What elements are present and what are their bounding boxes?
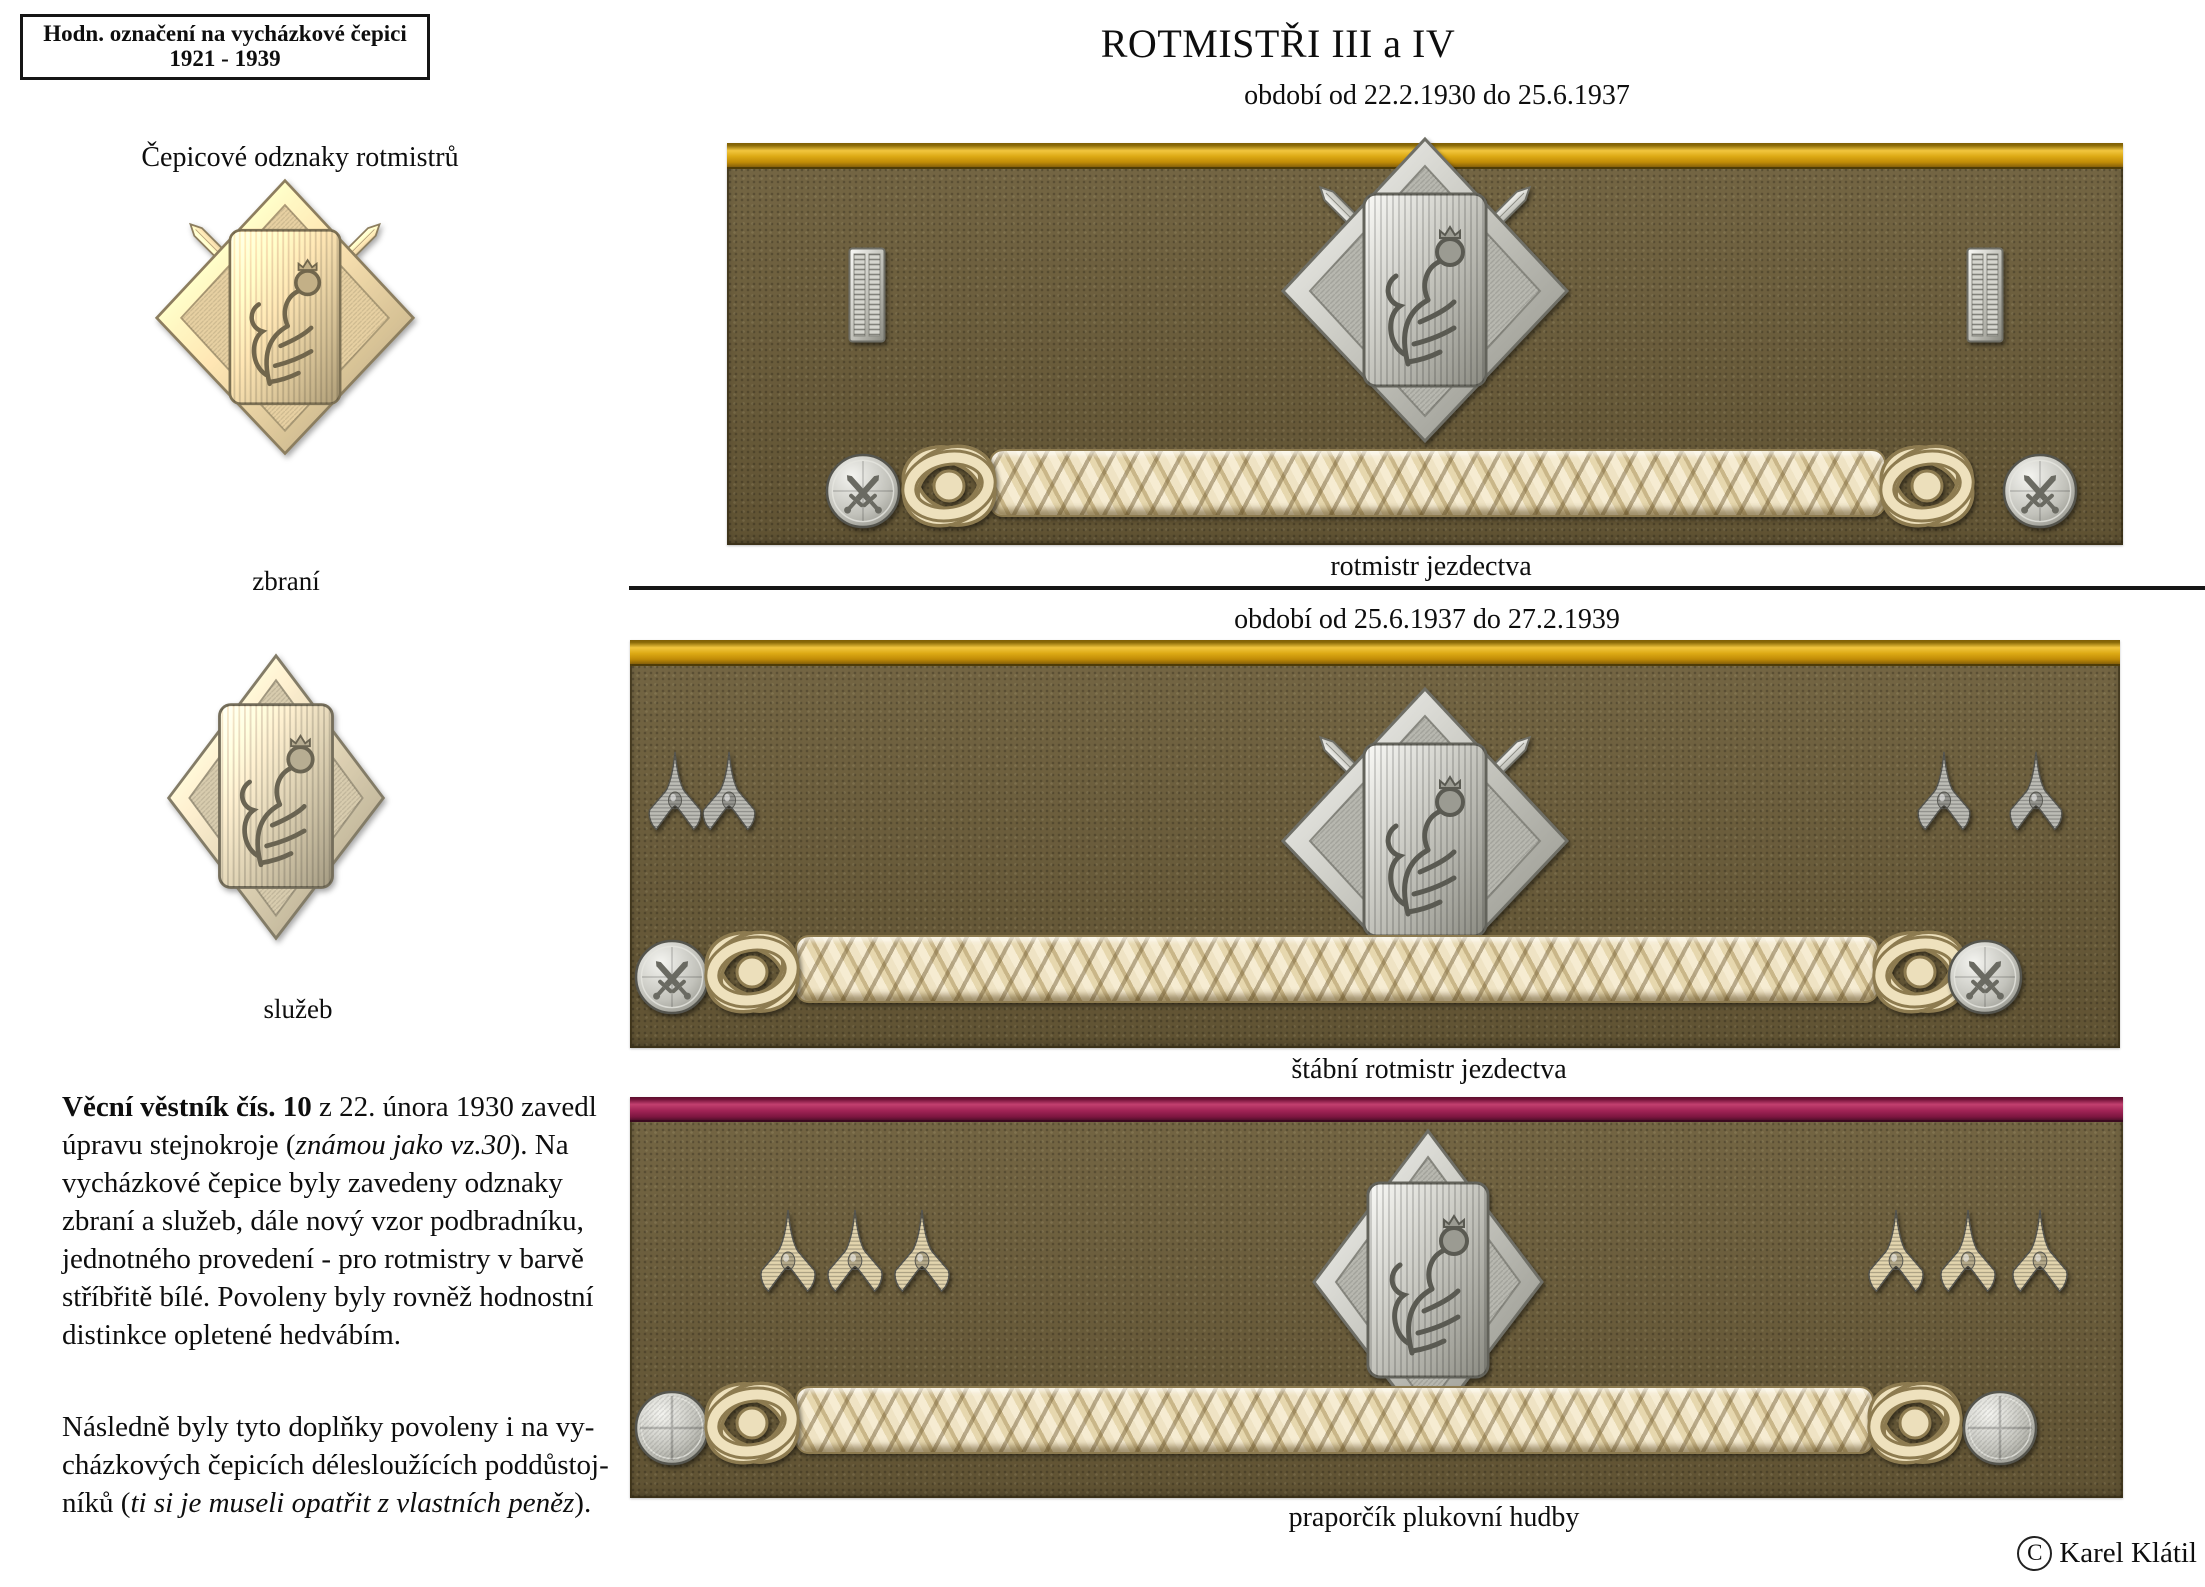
section1-period: období od 22.2.1930 do 25.6.1937 (1244, 80, 1630, 111)
text-line: zbraní a služeb, dále nový vzor podbradníku, (62, 1205, 584, 1237)
chinstrap-knot-right-icon (1875, 431, 1979, 541)
rank-star-icon (1861, 1208, 1931, 1296)
section3-caption: praporčík plukovní hudby (1288, 1502, 1580, 1533)
badge-arms-label: zbraní (252, 566, 320, 596)
paragraph-2 (62, 1408, 637, 1522)
description-text (62, 1088, 637, 1522)
text-line: níků (ti si je museli opatřit z vlastních peněz). (62, 1487, 592, 1519)
copyright-text: Karel Klátil (2059, 1537, 2197, 1569)
swords-button-right-icon (1947, 939, 2023, 1015)
cap-band-photo-stabni-rotmistr (630, 640, 2120, 1048)
braided-chinstrap (989, 449, 1886, 517)
section2-period: období od 25.6.1937 do 27.2.1939 (1234, 604, 1620, 635)
rank-star-icon (1933, 1208, 2003, 1296)
swords-button-left-icon (825, 453, 901, 529)
text-line: jednotného provedení - pro rotmistry v barvě (62, 1243, 584, 1275)
left-column-heading: Čepicové odznaky rotmistrů (141, 142, 459, 173)
text-line: cházkových čepicích délesloužících poddůstoj- (62, 1449, 609, 1481)
cap-band-photo-praporcik (630, 1097, 2123, 1498)
copyright (2017, 1536, 2197, 1571)
braided-chinstrap (795, 935, 1879, 1003)
rank-star-icon (887, 1208, 957, 1296)
title-box (20, 14, 430, 80)
chinstrap-knot-left-icon (700, 917, 804, 1027)
page-title: ROTMISTŘI III a IV (1100, 21, 1456, 66)
text-line: Věcní věstník čís. 10 z 22. února 1930 zavedl (62, 1091, 597, 1123)
text-line: distinkce opletené hedvábím. (62, 1319, 402, 1351)
rank-star-icon (647, 750, 703, 834)
cap-band-crimson-stripe (630, 1097, 2123, 1122)
swords-button-left-icon (634, 939, 710, 1015)
service-bar-right-icon (1966, 247, 2004, 343)
cap-band-gold-stripe (630, 640, 2120, 666)
rank-star-icon (2005, 1208, 2075, 1296)
section1-caption: rotmistr jezdectva (1330, 551, 1532, 582)
chinstrap-knot-left-icon (897, 431, 1001, 541)
text-line: vycházkové čepice byly zavedeny odznaky (62, 1167, 563, 1199)
cap-band-photo-rotmistr-jezdectva (727, 143, 2123, 545)
title-box-line2: 1921 - 1939 (169, 46, 281, 71)
paragraph-1 (62, 1088, 637, 1354)
rank-star-icon (820, 1208, 890, 1296)
text-line: Následně byly tyto doplňky povoleny i na vy- (62, 1411, 595, 1443)
cap-badge-arms-icon (1270, 134, 1580, 446)
rank-star-icon (2008, 750, 2064, 834)
swords-button-right-icon (2002, 453, 2078, 529)
rank-star-icon (701, 750, 757, 834)
chinstrap-knot-left-icon (700, 1368, 804, 1478)
text-line: úpravu stejnokroje (známou jako vz.30). Na (62, 1129, 569, 1161)
plain-button-right-icon (1962, 1390, 2038, 1466)
cap-badge-arms-icon (145, 176, 425, 458)
section2-caption: štábní rotmistr jezdectva (1291, 1054, 1567, 1085)
service-bar-left-icon (848, 247, 886, 343)
section-divider (629, 586, 2205, 590)
rank-star-icon (1916, 750, 1972, 834)
braided-chinstrap (795, 1386, 1874, 1454)
rank-star-icon (753, 1208, 823, 1296)
title-box-line1: Hodn. označení na vycházkové čepici (43, 21, 407, 46)
text-line: stříbřitě bílé. Povoleny byly rovněž hodnostní (62, 1281, 594, 1313)
cap-badge-service-icon (163, 650, 389, 944)
copyright-icon: C (2017, 1536, 2052, 1571)
plain-button-left-icon (634, 1390, 710, 1466)
badge-service-label: služeb (263, 994, 333, 1024)
chinstrap-knot-right-icon (1863, 1368, 1967, 1478)
